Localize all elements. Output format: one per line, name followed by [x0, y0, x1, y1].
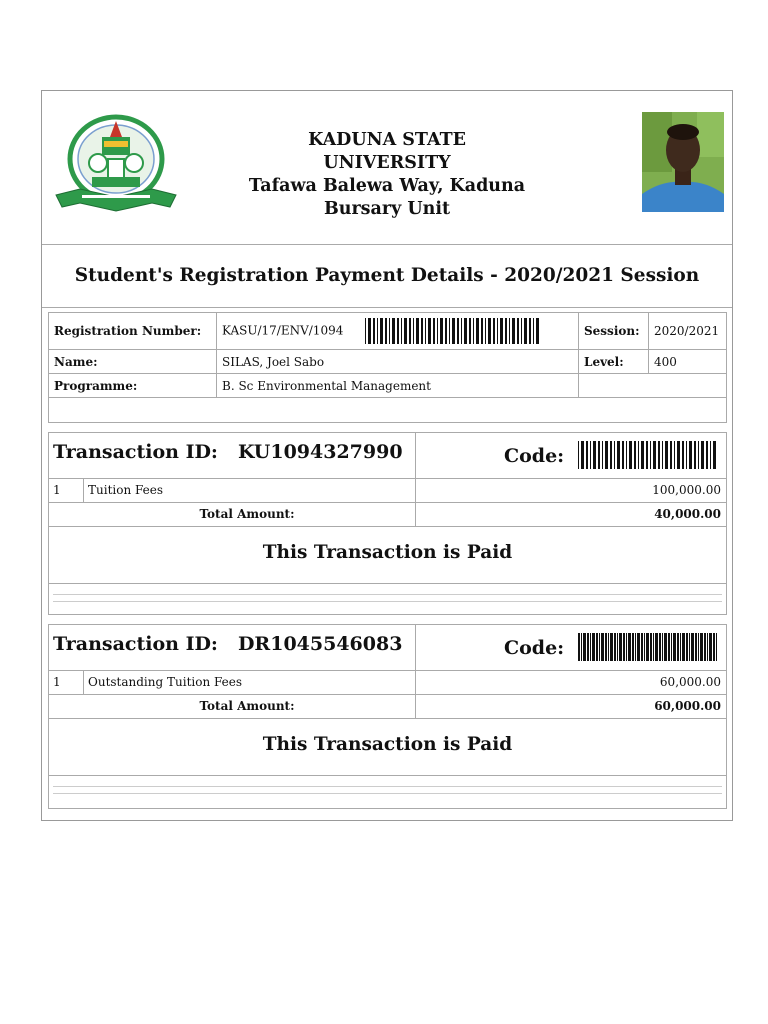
university-address: Tafawa Balewa Way, Kaduna: [248, 176, 526, 196]
transaction-footer: [49, 584, 726, 612]
document-title: Student's Registration Payment Details - 2020/2021 Session: [42, 245, 732, 308]
transaction-barcode: [578, 633, 718, 661]
transaction-id-value: KU1094327990: [237, 441, 403, 463]
payment-status: This Transaction is Paid: [49, 527, 726, 584]
unit-name: Bursary Unit: [323, 199, 451, 219]
transaction-header: [49, 625, 726, 671]
reg-number-label: Registration Number:: [49, 313, 217, 350]
programme-label: Programme:: [49, 374, 217, 398]
code-label: Code:: [504, 445, 565, 467]
transaction-id: [53, 441, 403, 463]
total-row: [49, 695, 726, 719]
total-label: Total Amount:: [199, 699, 295, 713]
level-value: 400: [649, 350, 727, 374]
code-label: Code:: [504, 637, 565, 659]
reg-number-cell: [217, 313, 579, 350]
line-item: [49, 479, 726, 503]
item-amount: 60,000.00: [659, 675, 721, 689]
total-label: Total Amount:: [199, 507, 295, 521]
transaction-id-label: Transaction ID:: [53, 441, 218, 463]
payment-status: This Transaction is Paid: [49, 719, 726, 776]
university-name: KADUNA STATE UNIVERSITY: [308, 130, 466, 173]
slip-header: [42, 91, 732, 245]
transaction-barcode: [578, 441, 718, 469]
session-value: 2020/2021: [649, 313, 727, 350]
item-description: Tuition Fees: [88, 483, 164, 497]
payment-slip: [41, 90, 733, 821]
empty-cell: [579, 374, 727, 398]
university-logo: [52, 107, 180, 217]
transaction-id-label: Transaction ID:: [53, 633, 218, 655]
session-label: Session:: [579, 313, 649, 350]
registration-table: [48, 312, 727, 423]
transaction-id: [53, 633, 402, 655]
item-description: Outstanding Tuition Fees: [88, 675, 243, 689]
item-number: 1: [53, 483, 61, 497]
transaction-block: [48, 432, 727, 615]
transaction-block: [48, 624, 727, 809]
reg-number-value: KASU/17/ENV/1094: [222, 323, 344, 338]
transaction-id-value: DR1045546083: [237, 633, 403, 655]
item-number: 1: [53, 675, 61, 689]
reg-barcode: [365, 318, 541, 344]
university-heading: [242, 129, 532, 221]
student-photo: [642, 112, 724, 212]
total-amount: 40,000.00: [654, 507, 721, 521]
item-amount: 100,000.00: [652, 483, 721, 497]
level-label: Level:: [579, 350, 649, 374]
transaction-footer: [49, 776, 726, 804]
empty-row: [49, 398, 727, 423]
transaction-header: [49, 433, 726, 479]
line-item: [49, 671, 726, 695]
name-value: SILAS, Joel Sabo: [217, 350, 579, 374]
total-amount: 60,000.00: [654, 699, 721, 713]
total-row: [49, 503, 726, 527]
name-label: Name:: [49, 350, 217, 374]
programme-value: B. Sc Environmental Management: [217, 374, 579, 398]
